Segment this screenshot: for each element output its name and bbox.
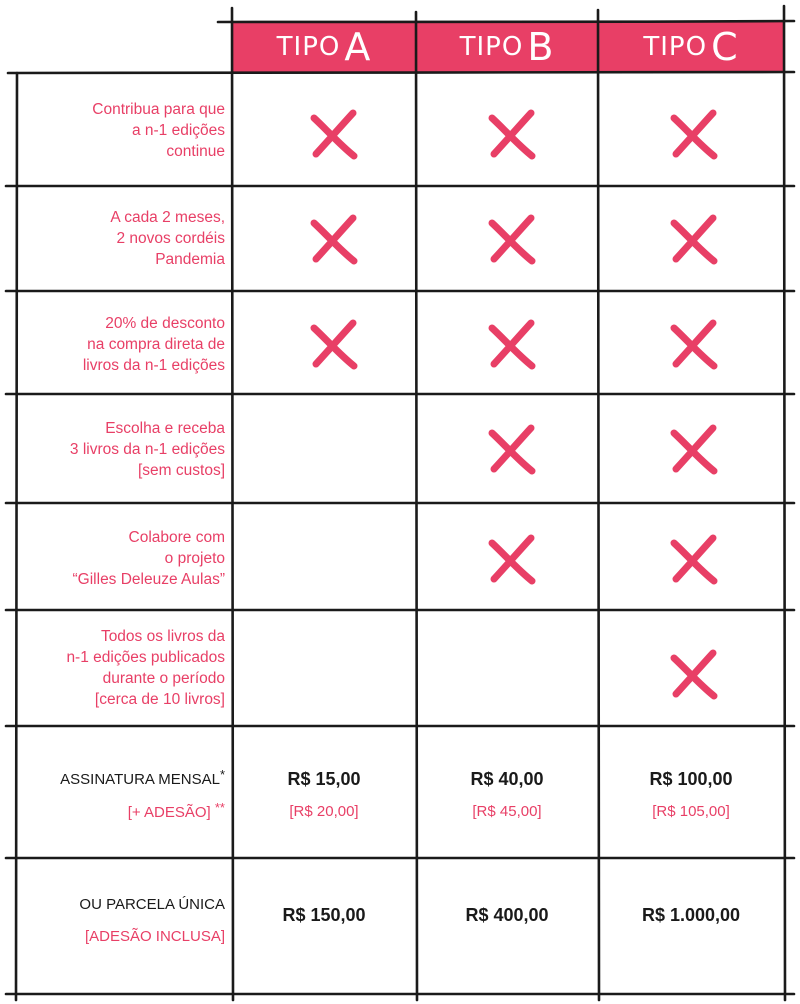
column-header-letter: A (344, 25, 372, 69)
feature-line: continue (166, 143, 225, 160)
feature-label-all-books (20, 626, 225, 710)
column-header-b (416, 22, 598, 72)
single-label (20, 896, 225, 913)
column-header-a (232, 22, 416, 72)
single-sub-label (20, 928, 225, 945)
feature-line: durante o período (102, 670, 225, 687)
column-header-prefix: TIPO (276, 32, 341, 62)
feature-line: Pandemia (155, 251, 225, 268)
check-x-icon (664, 210, 724, 270)
monthly-price-c: R$ 100,00 (649, 769, 733, 789)
feature-line: Escolha e receba (105, 420, 225, 437)
feature-line: Contribua para que (92, 101, 225, 118)
feature-line: A cada 2 meses, (110, 209, 225, 226)
monthly-label-text: ASSINATURA MENSAL (60, 771, 220, 788)
feature-line: a n-1 edições (131, 122, 225, 139)
column-header-letter: B (527, 25, 555, 69)
feature-line: livros da n-1 edições (82, 357, 225, 374)
check-x-icon (482, 210, 542, 270)
column-header-prefix: TIPO (459, 32, 524, 62)
monthly-fee-a: [R$ 20,00] (289, 803, 359, 820)
monthly-price-a: R$ 15,00 (287, 769, 361, 789)
feature-line: Colabore com (128, 529, 225, 546)
monthly-fee-c: [R$ 105,00] (652, 803, 730, 820)
feature-line: Todos os livros da (100, 628, 225, 645)
feature-label-deleuze (20, 527, 225, 590)
feature-line: 3 livros da n-1 edições (69, 441, 225, 458)
check-x-icon (664, 420, 724, 480)
feature-line: 20% de desconto (105, 315, 225, 332)
check-x-icon (304, 210, 364, 270)
feature-line: “Gilles Deleuze Aulas” (72, 571, 225, 588)
check-x-icon (664, 105, 724, 165)
feature-label-cordeis (20, 207, 225, 270)
check-x-icon (304, 105, 364, 165)
feature-label-discount (20, 313, 225, 376)
check-x-icon (482, 315, 542, 375)
single-price-b: R$ 400,00 (465, 905, 549, 925)
single-label-text: OU PARCELA ÚNICA (79, 896, 225, 913)
column-header-letter: C (711, 25, 739, 69)
check-x-icon (664, 530, 724, 590)
feature-line: na compra direta de (87, 336, 225, 353)
feature-label-choose-books (20, 418, 225, 481)
single-sub-label-text: [ADESÃO INCLUSA] (84, 928, 225, 945)
single-price-a: R$ 150,00 (282, 905, 366, 925)
check-x-icon (664, 315, 724, 375)
monthly-label (20, 767, 225, 788)
footnote-mark: * (219, 767, 225, 782)
single-price-c: R$ 1.000,00 (641, 905, 741, 925)
feature-line: 2 novos cordéis (116, 230, 225, 247)
feature-label-contribute (20, 99, 225, 162)
check-x-icon (482, 105, 542, 165)
monthly-sub-label-text: [+ ADESÃO] (127, 804, 211, 821)
feature-line: n-1 edições publicados (66, 649, 225, 666)
check-x-icon (482, 420, 542, 480)
column-header-c (598, 22, 784, 72)
feature-line: [sem custos] (138, 462, 225, 479)
feature-line: [cerca de 10 livros] (94, 691, 225, 708)
monthly-fee-b: [R$ 45,00] (472, 803, 542, 820)
monthly-price-b: R$ 40,00 (470, 769, 544, 789)
check-x-icon (482, 530, 542, 590)
check-x-icon (664, 645, 724, 705)
feature-line: o projeto (164, 550, 225, 567)
footnote-mark: ** (214, 800, 225, 815)
monthly-sub-label (20, 800, 225, 821)
column-header-prefix: TIPO (643, 32, 708, 62)
check-x-icon (304, 315, 364, 375)
